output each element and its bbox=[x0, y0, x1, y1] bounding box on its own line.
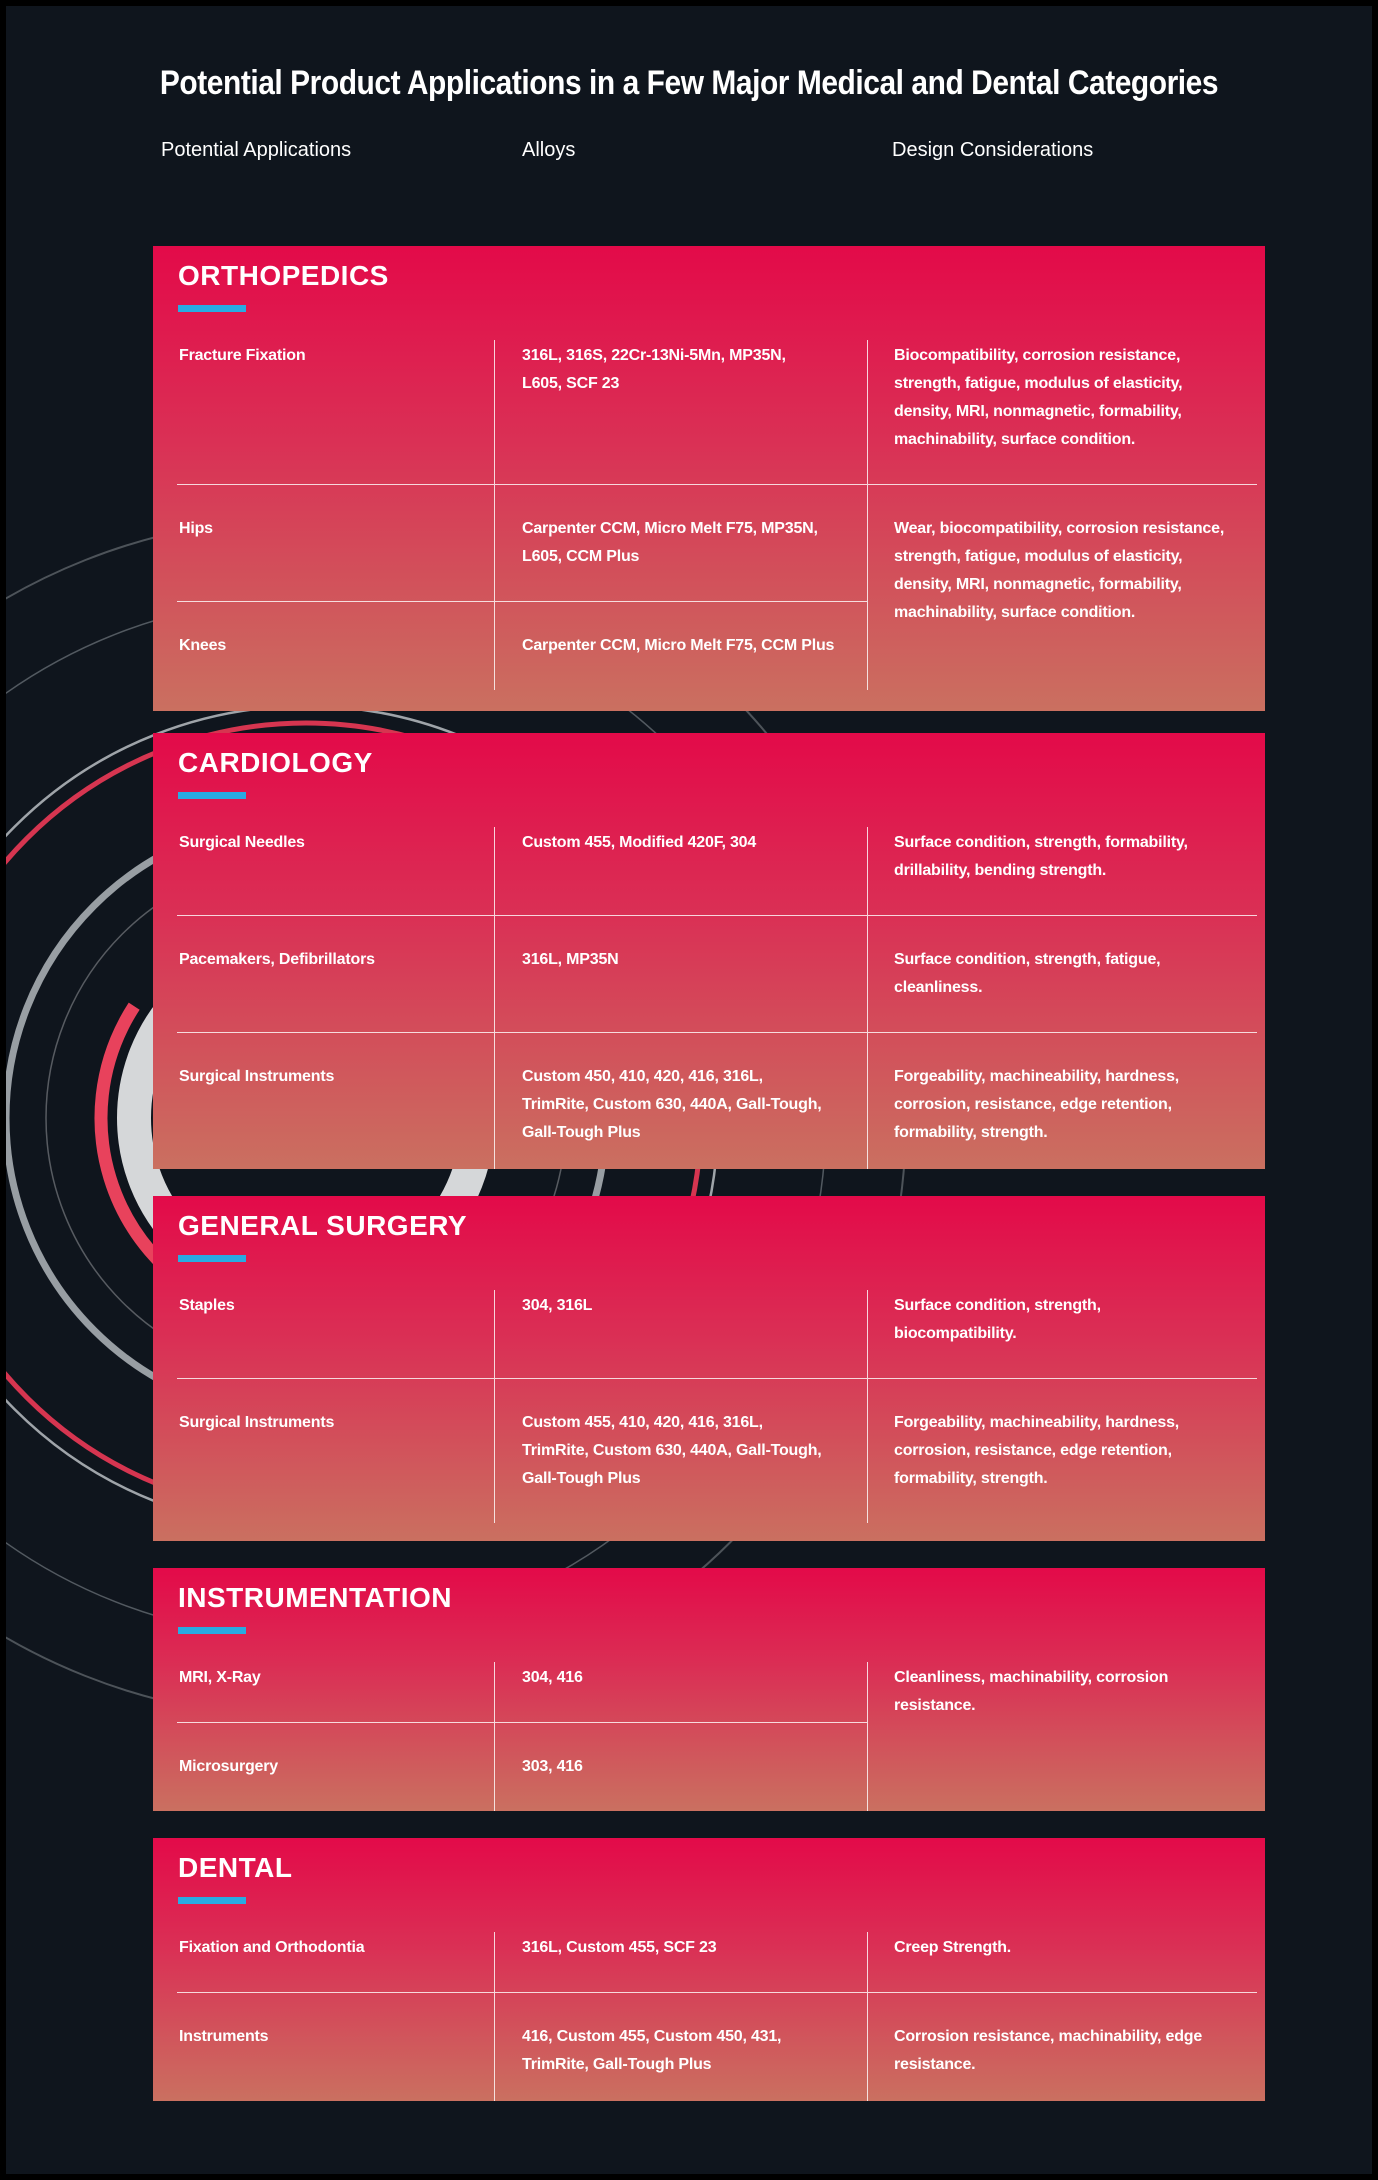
design-cell: Forgeability, machineability, hardness, corrosion, resistance, edge retention, formability, strength. bbox=[867, 1378, 1257, 1523]
design-cell: Creep Strength. bbox=[867, 1932, 1257, 1992]
category-accent-bar bbox=[178, 1627, 246, 1634]
design-cell: Cleanliness, machinability, corrosion resistance. bbox=[867, 1662, 1257, 1811]
alloys-cell: 303, 416 bbox=[494, 1722, 867, 1811]
design-cell: Forgeability, machineability, hardness, corrosion, resistance, edge retention, formability, strength. bbox=[867, 1032, 1257, 1169]
application-cell: Pacemakers, Defibrillators bbox=[177, 915, 494, 1032]
alloys-cell: Custom 450, 410, 420, 416, 316L, TrimRite, Custom 630, 440A, Gall-Tough, Gall-Tough Plus bbox=[494, 1032, 867, 1169]
application-cell: Fracture Fixation bbox=[179, 347, 306, 364]
application-cell: Knees bbox=[177, 601, 494, 690]
alloys-cell: Custom 455, Modified 420F, 304 bbox=[494, 827, 867, 915]
application-cell: Surgical Instruments bbox=[177, 1378, 494, 1523]
application-cell: Staples bbox=[179, 1297, 235, 1314]
category-title: ORTHOPEDICS bbox=[178, 260, 389, 291]
category-card-cardiology bbox=[153, 733, 1265, 1169]
column-header-design-considerations: Design Considerations bbox=[892, 139, 1094, 161]
application-cell: Surgical Needles bbox=[179, 834, 305, 851]
category-title: INSTRUMENTATION bbox=[178, 1582, 452, 1613]
category-accent-bar bbox=[178, 305, 246, 312]
alloys-cell: Custom 455, 410, 420, 416, 316L, TrimRite, Custom 630, 440A, Gall-Tough, Gall-Tough Plus bbox=[494, 1378, 867, 1523]
category-rows bbox=[177, 340, 1257, 690]
alloys-cell: 316L, MP35N bbox=[494, 915, 867, 1032]
column-header-potential-applications: Potential Applications bbox=[161, 139, 352, 161]
design-cell: Corrosion resistance, machinability, edge resistance. bbox=[867, 1992, 1257, 2101]
category-rows bbox=[177, 1932, 1257, 2101]
alloys-cell: 304, 316L bbox=[494, 1290, 867, 1378]
application-cell: Hips bbox=[177, 484, 494, 601]
application-cell: Microsurgery bbox=[177, 1722, 494, 1811]
alloys-cell: Carpenter CCM, Micro Melt F75, CCM Plus bbox=[494, 601, 867, 690]
design-cell: Surface condition, strength, biocompatibility. bbox=[867, 1290, 1257, 1378]
category-card-dental bbox=[153, 1838, 1265, 2101]
category-accent-bar bbox=[178, 1897, 246, 1904]
page-title: Potential Product Applications in a Few Major Medical and Dental Categories bbox=[159, 64, 1219, 102]
category-title: GENERAL SURGERY bbox=[178, 1210, 468, 1241]
application-cell: MRI, X-Ray bbox=[179, 1669, 261, 1686]
design-cell: Wear, biocompatibility, corrosion resistance, strength, fatigue, modulus of elasticity, density, MRI, nonmagnetic, formability, machinability, surface condition. bbox=[867, 484, 1257, 690]
design-cell: Surface condition, strength, formability, drillability, bending strength. bbox=[867, 827, 1257, 915]
design-cell: Biocompatibility, corrosion resistance, strength, fatigue, modulus of elasticity, density, MRI, nonmagnetic, formability, machinability, surface condition. bbox=[867, 340, 1257, 484]
category-card-general-surgery bbox=[153, 1196, 1265, 1541]
category-rows bbox=[177, 1290, 1257, 1523]
category-title: DENTAL bbox=[178, 1852, 293, 1883]
design-cell: Surface condition, strength, fatigue, cleanliness. bbox=[867, 915, 1257, 1032]
category-title: CARDIOLOGY bbox=[178, 747, 373, 778]
category-card-instrumentation bbox=[153, 1568, 1265, 1811]
category-accent-bar bbox=[178, 1255, 246, 1262]
alloys-cell: 416, Custom 455, Custom 450, 431, TrimRite, Gall-Tough Plus bbox=[494, 1992, 867, 2101]
alloys-cell: Carpenter CCM, Micro Melt F75, MP35N, L605, CCM Plus bbox=[494, 484, 867, 601]
application-cell: Surgical Instruments bbox=[177, 1032, 494, 1169]
category-card-orthopedics bbox=[153, 246, 1265, 711]
category-rows bbox=[177, 827, 1257, 1169]
category-accent-bar bbox=[178, 792, 246, 799]
alloys-cell: 304, 416 bbox=[494, 1662, 867, 1722]
alloys-cell: 316L, 316S, 22Cr-13Ni-5Mn, MP35N, L605, SCF 23 bbox=[494, 340, 867, 484]
application-cell: Fixation and Orthodontia bbox=[179, 1939, 365, 1956]
column-header-alloys: Alloys bbox=[522, 139, 576, 161]
application-cell: Instruments bbox=[177, 1992, 494, 2101]
category-rows bbox=[177, 1662, 1257, 1811]
alloys-cell: 316L, Custom 455, SCF 23 bbox=[494, 1932, 867, 1992]
